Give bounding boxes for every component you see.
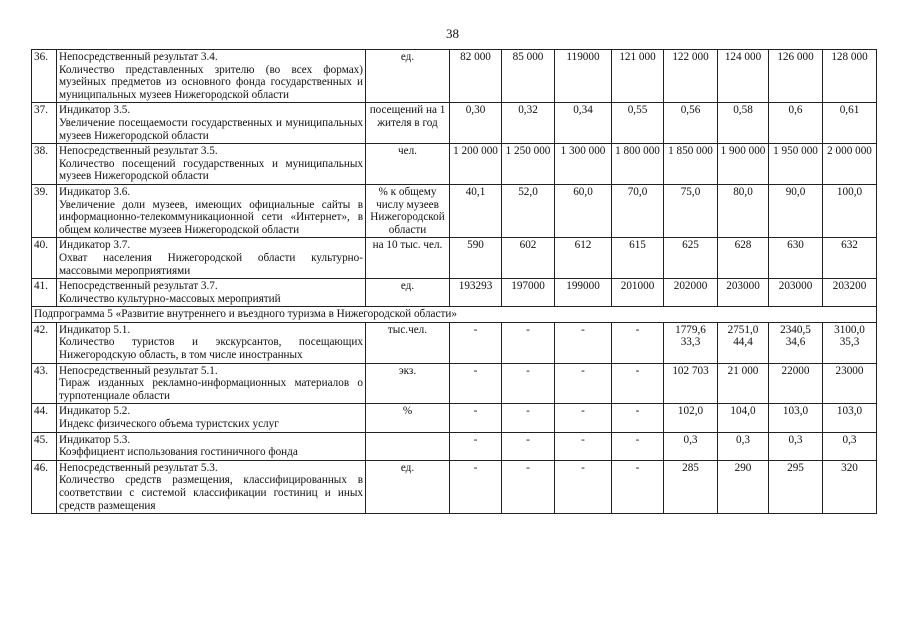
row-unit: на 10 тыс. чел. — [366, 238, 450, 279]
row-title: Индикатор 3.5. — [59, 104, 131, 117]
row-value: 0,55 — [612, 103, 664, 144]
table-row — [32, 322, 877, 363]
row-title: Индикатор 5.2. — [59, 405, 131, 418]
row-value: 1 200 000 — [450, 144, 502, 185]
row-value: 295 — [769, 460, 823, 513]
row-value: 1 950 000 — [769, 144, 823, 185]
row-value: 0,3 — [664, 432, 718, 460]
row-number: 36. — [32, 50, 57, 103]
row-value: 201000 — [612, 279, 664, 307]
row-value: 1 900 000 — [718, 144, 769, 185]
row-value: 102,0 — [664, 404, 718, 432]
row-title: Индикатор 5.1. — [59, 323, 131, 336]
row-value: - — [612, 460, 664, 513]
row-value: - — [612, 404, 664, 432]
row-unit: % — [366, 404, 450, 432]
row-title: Непосредственный результат 3.4. — [59, 51, 218, 63]
row-text: Охват населения Нижегородской области культурно-массовыми мероприятиями — [59, 251, 363, 277]
row-number: 41. — [32, 279, 57, 307]
row-value: 203000 — [769, 279, 823, 307]
row-value: 52,0 — [502, 184, 555, 237]
row-title: Непосредственный результат 5.1. — [59, 364, 218, 377]
row-number: 38. — [32, 144, 57, 185]
row-value: 90,0 — [769, 184, 823, 237]
row-value: 0,32 — [502, 103, 555, 144]
row-unit: экз. — [366, 363, 450, 404]
row-value: 60,0 — [555, 184, 612, 237]
row-value: 121 000 — [612, 50, 664, 103]
indicators-table — [31, 49, 877, 514]
row-title: Непосредственный результат 3.7. — [59, 280, 218, 293]
row-value: 612 — [555, 238, 612, 279]
row-value: 70,0 — [612, 184, 664, 237]
section-title: Подпрограмма 5 «Развитие внутреннего и въездного туризма в Нижегородской области» — [32, 307, 877, 323]
row-title: Индикатор 5.3. — [59, 433, 131, 446]
row-description — [57, 460, 366, 513]
row-value: 122 000 — [664, 50, 718, 103]
row-value: - — [450, 432, 502, 460]
table-body-subprogram-3 — [32, 50, 877, 307]
row-description — [57, 279, 366, 307]
row-value: 2751,0 44,4 — [718, 322, 769, 363]
row-text: Коэффициент использования гостиничного фонда — [59, 446, 298, 459]
row-value: - — [555, 404, 612, 432]
row-value: 22000 — [769, 363, 823, 404]
row-value: 199000 — [555, 279, 612, 307]
row-value: 104,0 — [718, 404, 769, 432]
row-value: 625 — [664, 238, 718, 279]
table-row — [32, 460, 877, 513]
row-value: 119000 — [555, 50, 612, 103]
row-text: Количество посещений государственных и муниципальных музеев Нижегородской области — [59, 157, 363, 183]
row-value: 630 — [769, 238, 823, 279]
row-value: 126 000 — [769, 50, 823, 103]
table-row — [32, 279, 877, 307]
row-value: - — [555, 322, 612, 363]
row-value: 102 703 — [664, 363, 718, 404]
row-text: Увеличение доли музеев, имеющих официальные сайты в информационно-телекоммуникационной сети «Интернет», в общем количестве музеев Нижегородской области — [59, 198, 363, 236]
table-row — [32, 238, 877, 279]
row-value: 197000 — [502, 279, 555, 307]
row-title: Индикатор 3.6. — [59, 185, 131, 198]
row-value: - — [502, 363, 555, 404]
row-text: Индекс физического объема туристских услуг — [59, 418, 279, 431]
row-description — [57, 322, 366, 363]
row-description — [57, 363, 366, 404]
row-value: - — [502, 404, 555, 432]
row-value: - — [555, 432, 612, 460]
row-value: 0,6 — [769, 103, 823, 144]
row-title: Индикатор 3.7. — [59, 239, 131, 252]
row-value: 602 — [502, 238, 555, 279]
row-value: 2 000 000 — [823, 144, 877, 185]
row-value: 202000 — [664, 279, 718, 307]
row-number: 42. — [32, 322, 57, 363]
row-unit: тыс.чел. — [366, 322, 450, 363]
table-row — [32, 103, 877, 144]
row-value: - — [612, 363, 664, 404]
row-value: - — [502, 460, 555, 513]
row-value: - — [612, 322, 664, 363]
table-row — [32, 432, 877, 460]
row-value: 85 000 — [502, 50, 555, 103]
row-value: 1 800 000 — [612, 144, 664, 185]
row-value: - — [612, 432, 664, 460]
row-value: - — [555, 460, 612, 513]
row-value: - — [502, 432, 555, 460]
row-value: 290 — [718, 460, 769, 513]
row-title: Непосредственный результат 3.5. — [59, 145, 218, 158]
row-number: 39. — [32, 184, 57, 237]
row-value: 124 000 — [718, 50, 769, 103]
table-row — [32, 50, 877, 103]
row-value: 590 — [450, 238, 502, 279]
row-value: 2340,5 34,6 — [769, 322, 823, 363]
row-value: - — [555, 363, 612, 404]
row-value: 203000 — [718, 279, 769, 307]
row-unit: ед. — [366, 50, 450, 103]
table-row — [32, 363, 877, 404]
row-description — [57, 404, 366, 432]
row-description — [57, 238, 366, 279]
row-value: 82 000 — [450, 50, 502, 103]
row-description — [57, 103, 366, 144]
row-value: 1 300 000 — [555, 144, 612, 185]
row-value: 0,3 — [769, 432, 823, 460]
row-value: - — [450, 363, 502, 404]
row-number: 45. — [32, 432, 57, 460]
row-value: 103,0 — [769, 404, 823, 432]
table-row — [32, 404, 877, 432]
row-number: 40. — [32, 238, 57, 279]
row-value: 0,58 — [718, 103, 769, 144]
row-value: 23000 — [823, 363, 877, 404]
page-number: 38 — [446, 26, 459, 41]
row-value: 21 000 — [718, 363, 769, 404]
row-unit: посещений на 1 жителя в год — [366, 103, 450, 144]
row-unit: ед. — [366, 279, 450, 307]
row-value: 0,61 — [823, 103, 877, 144]
row-unit: % к общему числу музеев Нижегородской области — [366, 184, 450, 237]
table-row — [32, 144, 877, 185]
row-value: 0,34 — [555, 103, 612, 144]
row-unit: чел. — [366, 144, 450, 185]
row-value: 0,56 — [664, 103, 718, 144]
row-value: 0,3 — [823, 432, 877, 460]
row-value: 1 850 000 — [664, 144, 718, 185]
row-value: 100,0 — [823, 184, 877, 237]
row-value: 615 — [612, 238, 664, 279]
row-description — [57, 50, 366, 103]
section-row-group — [32, 307, 877, 323]
row-value: - — [450, 460, 502, 513]
row-value: 193293 — [450, 279, 502, 307]
row-value: 3100,0 35,3 — [823, 322, 877, 363]
row-description — [57, 184, 366, 237]
row-value: 1779,6 33,3 — [664, 322, 718, 363]
row-value: - — [450, 322, 502, 363]
row-unit — [366, 432, 450, 460]
row-value: 80,0 — [718, 184, 769, 237]
table-row — [32, 184, 877, 237]
row-text: Количество культурно-массовых мероприятий — [59, 292, 281, 305]
row-text: Тираж изданных рекламно-информационных материалов о турпотенциале области — [59, 377, 363, 402]
row-description — [57, 432, 366, 460]
row-value: 628 — [718, 238, 769, 279]
table-body-subprogram-5 — [32, 322, 877, 513]
row-number: 44. — [32, 404, 57, 432]
row-text: Увеличение посещаемости государственных и муниципальных музеев Нижегородской области — [59, 116, 363, 142]
row-title: Непосредственный результат 5.3. — [59, 461, 218, 474]
row-number: 43. — [32, 363, 57, 404]
row-number: 37. — [32, 103, 57, 144]
row-text: Количество средств размещения, классифицированных в соответствии с системой классификации гостиниц и иных средств размещения — [59, 474, 363, 512]
section-row — [32, 307, 877, 323]
row-text: Количество туристов и экскурсантов, посещающих Нижегородскую область, в том числе иностранных — [59, 336, 363, 362]
row-value: 75,0 — [664, 184, 718, 237]
row-value: 203200 — [823, 279, 877, 307]
row-value: 0,30 — [450, 103, 502, 144]
row-value: 103,0 — [823, 404, 877, 432]
row-value: 632 — [823, 238, 877, 279]
row-description — [57, 144, 366, 185]
row-text: Количество представленных зрителю (во всех формах) музейных предметов из основного фонда государственных и муниципальных музеев Нижегородской области — [59, 63, 363, 101]
row-number: 46. — [32, 460, 57, 513]
row-value: 40,1 — [450, 184, 502, 237]
row-value: 320 — [823, 460, 877, 513]
row-unit: ед. — [366, 460, 450, 513]
row-value: 1 250 000 — [502, 144, 555, 185]
row-value: 128 000 — [823, 50, 877, 103]
row-value: 0,3 — [718, 432, 769, 460]
row-value: 285 — [664, 460, 718, 513]
row-value: - — [502, 322, 555, 363]
row-value: - — [450, 404, 502, 432]
